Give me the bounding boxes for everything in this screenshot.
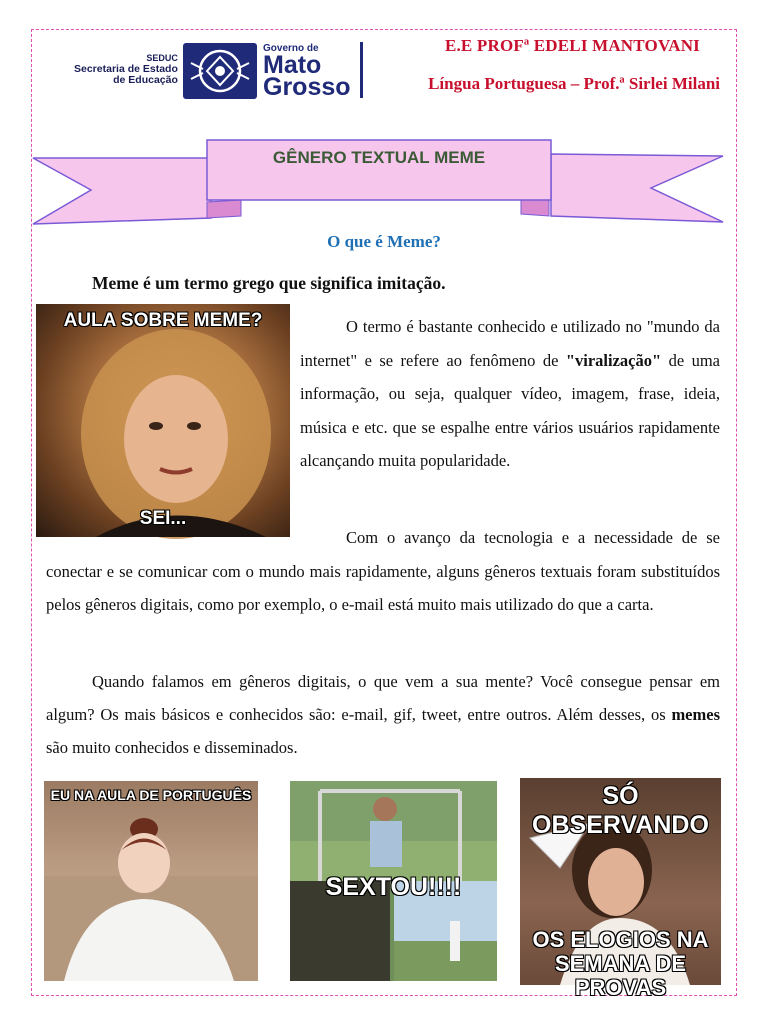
meme-middle-caption: SEXTOU!!!! bbox=[325, 873, 462, 901]
teacher-name: Prof.ª Sirlei Milani bbox=[583, 74, 720, 93]
seduc-abbr: SEDUC bbox=[146, 53, 178, 63]
gov-logo bbox=[263, 43, 351, 101]
gov-line2: Grosso bbox=[263, 73, 351, 101]
meme-image-portugues bbox=[44, 781, 258, 981]
seduc-line1: Secretaria de Estado bbox=[74, 63, 178, 75]
school-name: E.E PROFª EDELI MANTOVANI bbox=[444, 36, 700, 55]
paragraph-digital-genres bbox=[46, 665, 720, 764]
paragraph-digital-start: Quando falamos em gêneros digitais, o que vem a sua mente? Você consegue pensar em algum? Os mais básicos e conhecidos são: e-mail, gif, tweet, entre outros. Além desses, os bbox=[46, 672, 720, 724]
crest-icon bbox=[183, 43, 257, 99]
seduc-line2: de Educação bbox=[113, 74, 178, 86]
subject-name: Língua Portuguesa bbox=[428, 74, 567, 93]
paragraph-definition bbox=[300, 310, 720, 478]
gov-line1: Mato bbox=[263, 51, 322, 79]
gov-small: Governo de bbox=[263, 43, 319, 54]
paragraph-definition-bold: "viralização" bbox=[565, 350, 662, 370]
meme-right-bottom-caption: OS ELOGIOS NA SEMANA DE PROVAS bbox=[532, 927, 709, 1000]
meme-top-caption: AULA SOBRE MEME? bbox=[63, 310, 263, 331]
paragraph-technology: Com o avanço da tecnologia e a necessidade de se conectar e se comunicar com o mundo mais rapidamente, alguns gêneros textuais foram substituídos pelos gêneros digitais, como por exemplo, o e-mail está muito mais utilizado do que a carta. bbox=[46, 528, 720, 614]
meme-image-aula bbox=[36, 304, 290, 537]
logo-divider bbox=[360, 42, 363, 98]
woman-portrait-icon bbox=[36, 304, 290, 537]
paragraph-definition-end: de uma informação, ou seja, qualquer vídeo, imagem, frase, ideia, música e etc. que se espalhe entre vários usuários rapidamente alcançando muita popularidade. bbox=[300, 350, 720, 470]
paragraph-digital-bold: memes bbox=[671, 705, 720, 724]
meme-image-sextou bbox=[290, 781, 497, 981]
subject-line bbox=[400, 73, 720, 95]
girl-on-sofa-icon bbox=[44, 781, 258, 981]
meme-left-caption: EU NA AULA DE PORTUGUÊS bbox=[50, 787, 252, 803]
section-question: O que é Meme? bbox=[327, 232, 441, 251]
meme-bottom-caption: SEI... bbox=[139, 508, 187, 529]
meme-right-top-caption: SÓ OBSERVANDO bbox=[532, 782, 709, 839]
subject-separator: – bbox=[566, 74, 584, 93]
lead-sentence: Meme é um termo grego que significa imitação. bbox=[92, 273, 446, 293]
seduc-logo bbox=[74, 53, 178, 86]
paragraph-definition-start: O termo é bastante conhecido e utilizado no "mundo da internet" e se refere ao fenômeno de bbox=[300, 317, 720, 370]
paragraph-digital-end: são muito conhecidos e disseminados. bbox=[46, 738, 298, 757]
meme-image-observando bbox=[520, 778, 721, 1000]
banner-title: GÊNERO TEXTUAL MEME bbox=[272, 148, 486, 167]
